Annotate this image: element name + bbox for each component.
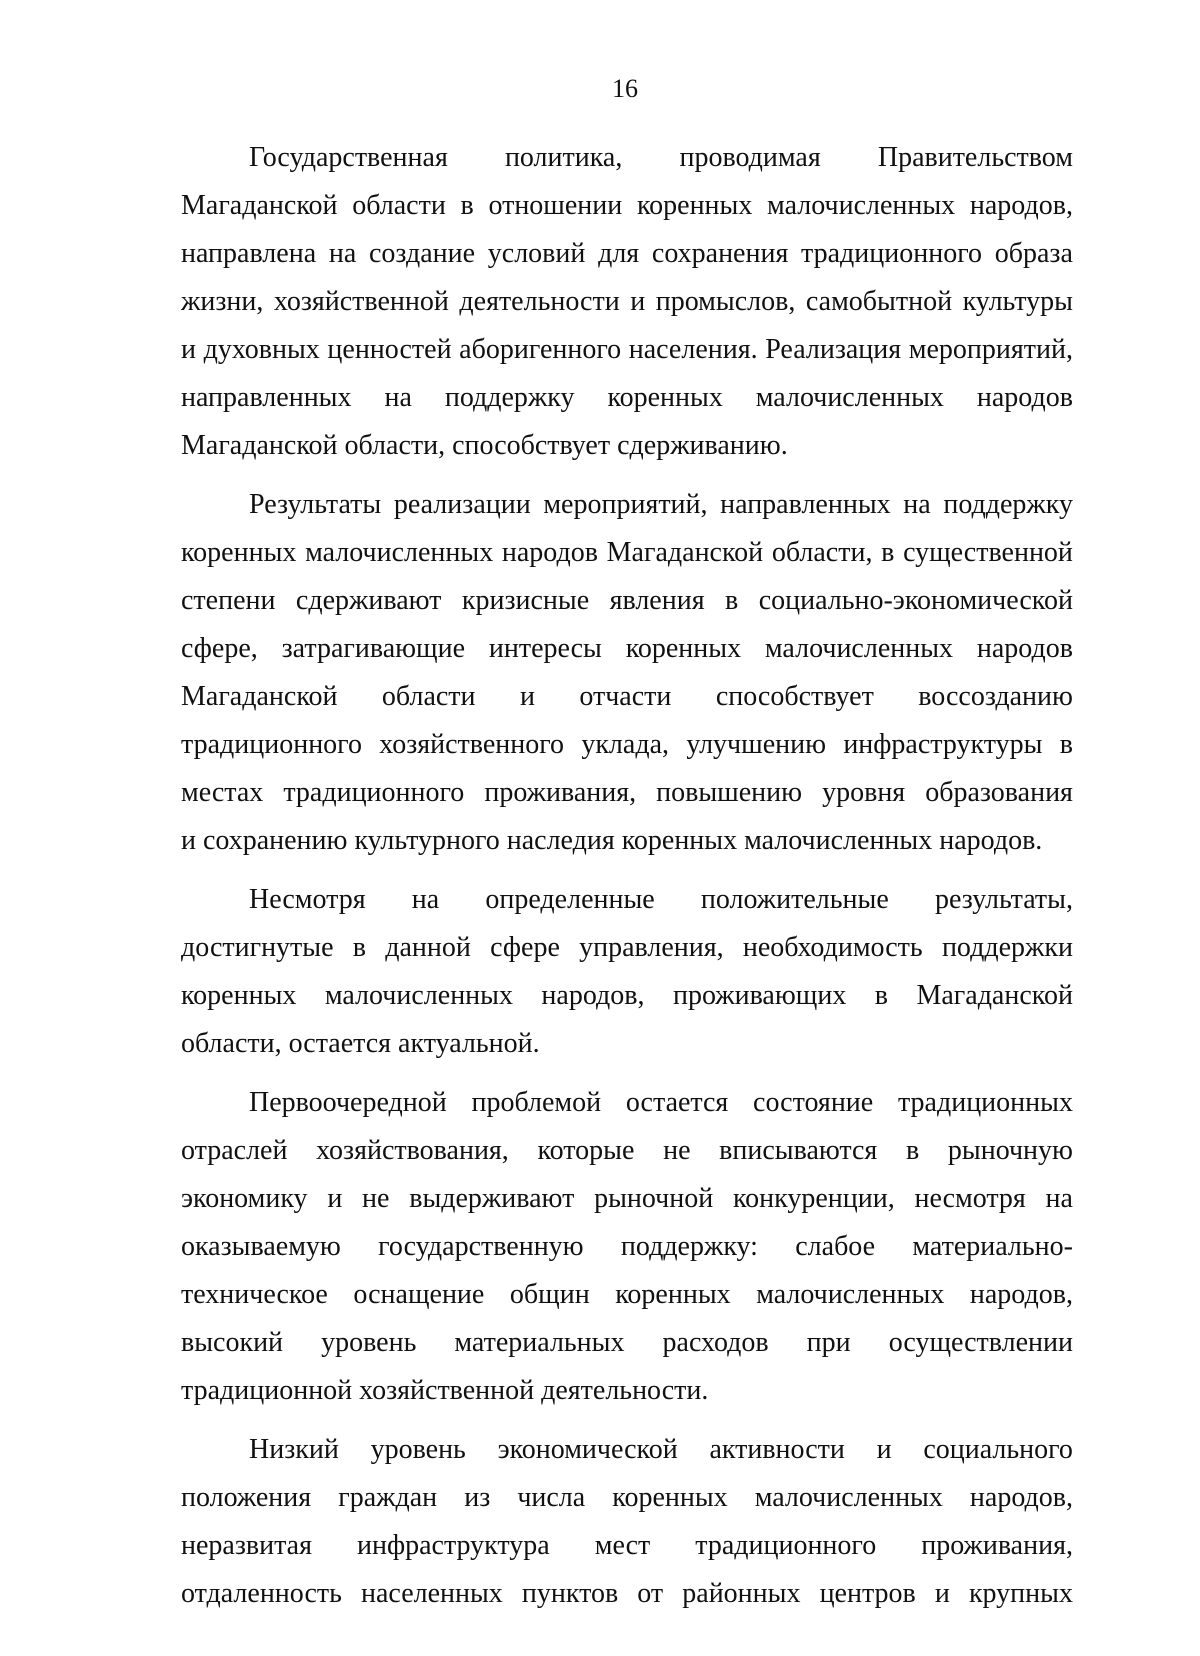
- page-number: 16: [612, 74, 638, 103]
- text-line: [181, 673, 1073, 721]
- word: мест: [594, 1530, 651, 1561]
- text-line: [181, 1570, 1073, 1618]
- word: степени: [181, 585, 276, 616]
- word: в: [881, 537, 895, 568]
- word: данной: [385, 932, 471, 963]
- word: инфраструктуры: [843, 729, 1043, 760]
- text-line: [181, 374, 1073, 422]
- word: поддержку: [943, 489, 1073, 520]
- word: Магаданской: [916, 980, 1073, 1011]
- word: сфере: [490, 932, 560, 963]
- word: традиционного: [181, 729, 362, 760]
- word: которые: [537, 1135, 635, 1166]
- word: состояние: [753, 1087, 874, 1118]
- word: малочисленных: [755, 382, 944, 413]
- word: ценностей: [327, 334, 452, 365]
- text-line: [181, 924, 1073, 972]
- word: народов: [501, 537, 598, 568]
- word: Магаданской: [181, 190, 338, 221]
- word: уровня: [822, 777, 906, 808]
- text-line: [181, 721, 1073, 769]
- word: области: [352, 190, 446, 221]
- word: и: [934, 1578, 950, 1609]
- word: государственную: [378, 1231, 584, 1262]
- word: малочисленных: [324, 980, 513, 1011]
- word: проживающих: [672, 980, 847, 1011]
- word: сфере,: [181, 633, 258, 664]
- word: материальных: [454, 1327, 625, 1358]
- word: в: [725, 585, 739, 616]
- word: на: [1045, 1183, 1073, 1214]
- word: хозяйственного: [379, 729, 565, 760]
- word: положительные: [700, 884, 889, 915]
- text-line: [181, 577, 1073, 625]
- word: области,: [771, 537, 873, 568]
- word: образа: [994, 238, 1073, 269]
- word: необходимость: [742, 932, 923, 963]
- word: промыслов,: [655, 286, 796, 317]
- word: мероприятий,: [543, 489, 708, 520]
- word: осуществлении: [888, 1327, 1073, 1358]
- word: числа: [517, 1482, 586, 1513]
- word: инфраструктура: [357, 1530, 550, 1561]
- word: повышению: [656, 777, 803, 808]
- word: воссозданию: [918, 681, 1073, 712]
- word: расходов: [662, 1327, 769, 1358]
- word: народов,: [541, 980, 645, 1011]
- word: не: [362, 1183, 390, 1214]
- text-line: [181, 1079, 1073, 1127]
- word: жизни,: [181, 286, 264, 317]
- word: народов: [976, 382, 1073, 413]
- word: проживания,: [484, 777, 637, 808]
- word: достигнутые: [181, 932, 334, 963]
- word: в: [906, 1135, 920, 1166]
- word: на: [411, 884, 440, 915]
- word: политика,: [504, 142, 623, 173]
- word: и: [630, 286, 646, 317]
- word: техническое: [181, 1279, 328, 1310]
- word: проживания,: [921, 1530, 1073, 1561]
- text-line: [181, 1522, 1073, 1570]
- word: и: [519, 681, 535, 712]
- word: социального: [923, 1434, 1073, 1465]
- text-line: [181, 1474, 1073, 1522]
- word: общин: [509, 1279, 590, 1310]
- word: остается: [625, 1087, 729, 1118]
- text-line: [181, 529, 1073, 577]
- word: районных: [682, 1578, 801, 1609]
- word: коренных: [636, 190, 753, 221]
- text-line: [181, 1271, 1073, 1319]
- word: затрагивающие: [281, 633, 466, 664]
- word: культуры: [962, 286, 1073, 317]
- word: коренных: [612, 1482, 728, 1513]
- word: и: [876, 1434, 892, 1465]
- word: Правительством: [877, 142, 1073, 173]
- word: слабое: [795, 1231, 876, 1262]
- word: малочисленных: [754, 1482, 943, 1513]
- word: положения: [181, 1482, 312, 1513]
- word: малочисленных: [764, 633, 954, 664]
- word: Государственная: [249, 142, 448, 173]
- word: высокий: [181, 1327, 284, 1358]
- word: уклада,: [581, 729, 670, 760]
- text-line: [181, 182, 1073, 230]
- word: в: [874, 980, 888, 1011]
- word: центров: [819, 1578, 916, 1609]
- word: уровень: [370, 1434, 466, 1465]
- word: поддержку:: [620, 1231, 758, 1262]
- body-text: [181, 134, 1073, 1629]
- word: хозяйствования,: [316, 1135, 509, 1166]
- word: выдерживают: [409, 1183, 575, 1214]
- text-line: [181, 1223, 1073, 1271]
- word: народов,: [969, 1279, 1073, 1310]
- paragraph: [181, 134, 1073, 470]
- word: явления: [609, 585, 705, 616]
- word: сохранения: [651, 238, 789, 269]
- word: малочисленных: [756, 1279, 945, 1310]
- word: в: [1059, 729, 1073, 760]
- word: рыночной: [594, 1183, 714, 1214]
- paragraph: [181, 1079, 1073, 1415]
- word: отчасти: [579, 681, 672, 712]
- word: народов,: [969, 190, 1073, 221]
- word: направленных: [181, 382, 352, 413]
- word: проводимая: [679, 142, 821, 173]
- text-line: [181, 1319, 1073, 1367]
- word: для: [598, 238, 640, 269]
- word: вписываются: [719, 1135, 878, 1166]
- word: традиционного: [801, 238, 983, 269]
- paragraph: [181, 1426, 1073, 1618]
- text-line: [181, 876, 1073, 924]
- word: образования: [925, 777, 1073, 808]
- word: коренных: [181, 537, 297, 568]
- word: Магаданской: [606, 537, 764, 568]
- word: экономику: [181, 1183, 308, 1214]
- text-line-last: области, остается актуальной.: [181, 1028, 540, 1059]
- word: управления,: [579, 932, 724, 963]
- word: на: [328, 238, 357, 269]
- word: традиционного: [283, 777, 465, 808]
- word: народов,: [969, 1482, 1073, 1513]
- word: пунктов: [521, 1578, 619, 1609]
- text-line: [181, 134, 1073, 182]
- word: отдаленность: [181, 1578, 342, 1609]
- word: и: [181, 334, 196, 365]
- paragraph: [181, 876, 1073, 1068]
- word: на: [384, 382, 412, 413]
- word: в: [460, 190, 474, 221]
- word: традиционного: [695, 1530, 877, 1561]
- word: в: [352, 932, 367, 963]
- word: Низкий: [249, 1434, 339, 1465]
- word: местах: [181, 777, 264, 808]
- word: коренных: [615, 1279, 731, 1310]
- word: определенные: [485, 884, 655, 915]
- word: отраслей: [181, 1135, 288, 1166]
- word: Реализация: [765, 334, 902, 365]
- word: народов: [976, 633, 1073, 664]
- word: мероприятий,: [908, 334, 1073, 365]
- word: способствует: [715, 681, 874, 712]
- word: малочисленных: [767, 190, 956, 221]
- text-line: [181, 230, 1073, 278]
- word: проблемой: [471, 1087, 602, 1118]
- word: условий: [487, 238, 586, 269]
- word: уровень: [321, 1327, 417, 1358]
- word: сдерживают: [295, 585, 442, 616]
- word: области: [381, 681, 476, 712]
- word: направленных: [720, 489, 891, 520]
- word: из: [464, 1482, 491, 1513]
- word: активности: [709, 1434, 845, 1465]
- text-line: [181, 625, 1073, 673]
- word: интересы: [488, 633, 602, 664]
- word: кризисные: [461, 585, 590, 616]
- word: деятельности: [459, 286, 620, 317]
- text-line: [181, 1127, 1073, 1175]
- word: материально-: [912, 1231, 1073, 1262]
- word: крупных: [968, 1578, 1073, 1609]
- word: малочисленных: [305, 537, 494, 568]
- word: на: [903, 489, 931, 520]
- word: отношении: [488, 190, 623, 221]
- word: направлена: [181, 238, 317, 269]
- text-line-last: традиционной хозяйственной деятельности.: [181, 1375, 709, 1406]
- word: самобытной: [805, 286, 953, 317]
- word: Результаты: [249, 489, 382, 520]
- word: Магаданской: [181, 681, 338, 712]
- word: Первоочередной: [249, 1087, 447, 1118]
- word: аборигенного: [459, 334, 622, 365]
- text-line: [181, 326, 1073, 374]
- word: при: [806, 1327, 851, 1358]
- word: коренных: [625, 633, 742, 664]
- word: не: [663, 1135, 691, 1166]
- word: от: [637, 1578, 664, 1609]
- word: коренных: [181, 980, 297, 1011]
- word: оказываемую: [181, 1231, 341, 1262]
- text-line: [181, 481, 1073, 529]
- word: граждан: [338, 1482, 438, 1513]
- word: Несмотря: [249, 884, 366, 915]
- word: населенных: [361, 1578, 503, 1609]
- text-line: [181, 1426, 1073, 1474]
- word: существенной: [903, 537, 1073, 568]
- word: поддержки: [941, 932, 1073, 963]
- word: хозяйственной: [273, 286, 449, 317]
- text-line: [181, 278, 1073, 326]
- word: результаты,: [934, 884, 1073, 915]
- word: и: [327, 1183, 343, 1214]
- word: социально-экономической: [758, 585, 1073, 616]
- text-line: [181, 972, 1073, 1020]
- word: оснащение: [353, 1279, 485, 1310]
- word: духовных: [203, 334, 320, 365]
- word: населения.: [628, 334, 758, 365]
- word: коренных: [607, 382, 723, 413]
- text-line: [181, 1175, 1073, 1223]
- word: улучшению: [686, 729, 827, 760]
- word: создание: [368, 238, 476, 269]
- word: конкуренции,: [732, 1183, 895, 1214]
- word: реализации: [393, 489, 531, 520]
- text-line-last: и сохранению культурного наследия коренных малочисленных народов.: [181, 825, 1043, 856]
- word: поддержку: [444, 382, 575, 413]
- text-line-last: Магаданской области, способствует сдерживанию.: [181, 430, 788, 461]
- text-line: [181, 769, 1073, 817]
- word: несмотря: [914, 1183, 1026, 1214]
- word: экономической: [497, 1434, 678, 1465]
- word: традиционных: [897, 1087, 1073, 1118]
- word: неразвитая: [181, 1530, 312, 1561]
- word: рыночную: [947, 1135, 1073, 1166]
- paragraph: [181, 481, 1073, 865]
